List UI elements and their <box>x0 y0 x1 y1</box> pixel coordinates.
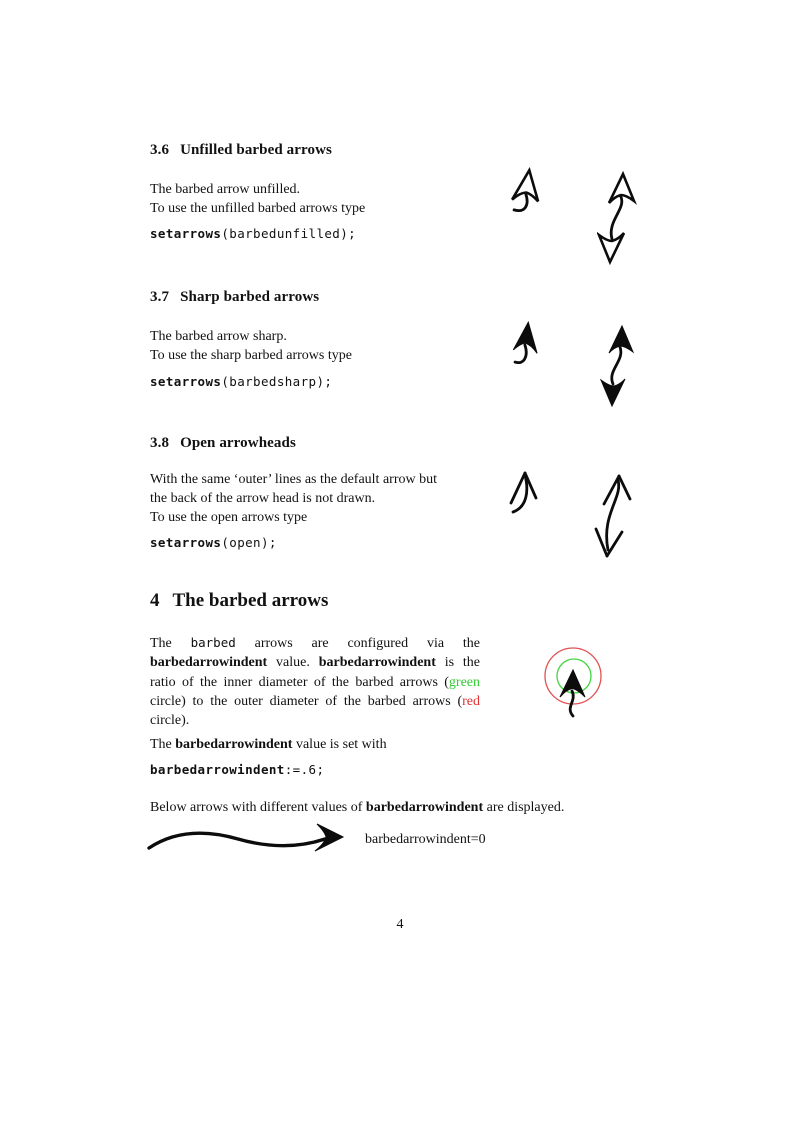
sec38-text-line1: With the same ‘outer’ lines as the default arrow but <box>150 472 437 487</box>
sec36-text-line2: To use the unfilled barbed arrows type <box>150 201 366 216</box>
section-4-heading <box>150 590 328 612</box>
section-3-6-heading <box>150 142 332 159</box>
sec36-text-line1: The barbed arrow unfilled. <box>150 182 301 197</box>
section-3-8-heading <box>150 435 296 452</box>
sec4-code <box>150 762 324 777</box>
code-args: :=.6; <box>284 762 325 777</box>
sec37-text-line1: The barbed arrow sharp. <box>150 329 287 344</box>
text-run: is the ratio of the inner diameter of the barbed arrows ( <box>150 655 480 690</box>
sec38-text-line3: To use the open arrows type <box>150 510 308 525</box>
section-number: 4 <box>150 590 160 611</box>
keyword-bold: barbedarrowindent <box>318 655 436 671</box>
text-run: The <box>150 737 176 752</box>
code-command: setarrows <box>150 226 222 241</box>
code-command: barbedarrowindent <box>150 762 285 777</box>
page-number: 4 <box>396 917 404 932</box>
section-number: 3.7 <box>150 289 170 305</box>
code-command: setarrows <box>150 374 222 389</box>
sec4-set-with-line <box>150 735 387 754</box>
sec36-code <box>150 226 356 241</box>
text-run: circle) to the outer diameter of the barbed arrows ( <box>150 693 463 709</box>
text-run: are displayed. <box>483 800 565 815</box>
text-run: value is set with <box>292 737 387 752</box>
barbedarrowindent-diameter-figure <box>538 636 610 724</box>
text-run: circle). <box>150 713 190 729</box>
example-arrow-label: barbedarrowindent=0 <box>365 832 486 847</box>
sec4-paragraph <box>150 633 480 730</box>
sharp-barbed-arrow-single-figure <box>507 320 543 378</box>
section-title: Sharp barbed arrows <box>180 289 320 305</box>
inline-code: barbed <box>190 635 236 650</box>
section-number: 3.6 <box>150 142 170 158</box>
code-command: setarrows <box>150 535 222 550</box>
sec37-code <box>150 374 332 389</box>
code-args: (barbedunfilled); <box>221 226 357 241</box>
section-title: Open arrowheads <box>180 435 296 451</box>
unfilled-barbed-arrow-double-figure <box>597 171 639 265</box>
text-run: Below arrows with different values of <box>150 800 366 815</box>
keyword-bold: barbedarrowindent <box>365 800 484 815</box>
section-title: Unfilled barbed arrows <box>180 142 332 158</box>
text-run: The <box>150 636 191 651</box>
sec4-below-line <box>150 798 564 817</box>
open-arrowhead-double-figure <box>592 472 636 560</box>
unfilled-barbed-arrow-single-figure <box>506 167 546 231</box>
green-word: green <box>448 674 480 690</box>
sec37-text-line2: To use the sharp barbed arrows type <box>150 348 352 363</box>
sec38-text-line2: the back of the arrow head is not drawn. <box>150 491 376 506</box>
keyword-bold: barbedarrowindent <box>150 655 268 671</box>
section-title: The barbed arrows <box>172 590 329 611</box>
red-word: red <box>462 693 480 709</box>
text-run: value. <box>267 655 319 671</box>
example-wavy-arrow-figure <box>143 820 358 868</box>
code-args: (barbedsharp); <box>221 374 333 389</box>
sec38-code <box>150 535 277 550</box>
text-run: arrows are configured via the <box>235 636 480 651</box>
open-arrowhead-single-figure <box>505 469 543 525</box>
code-args: (open); <box>221 535 277 550</box>
keyword-bold: barbedarrowindent <box>175 737 293 752</box>
sharp-barbed-arrow-double-figure <box>598 324 638 408</box>
section-3-7-heading <box>150 289 319 306</box>
section-number: 3.8 <box>150 435 170 451</box>
